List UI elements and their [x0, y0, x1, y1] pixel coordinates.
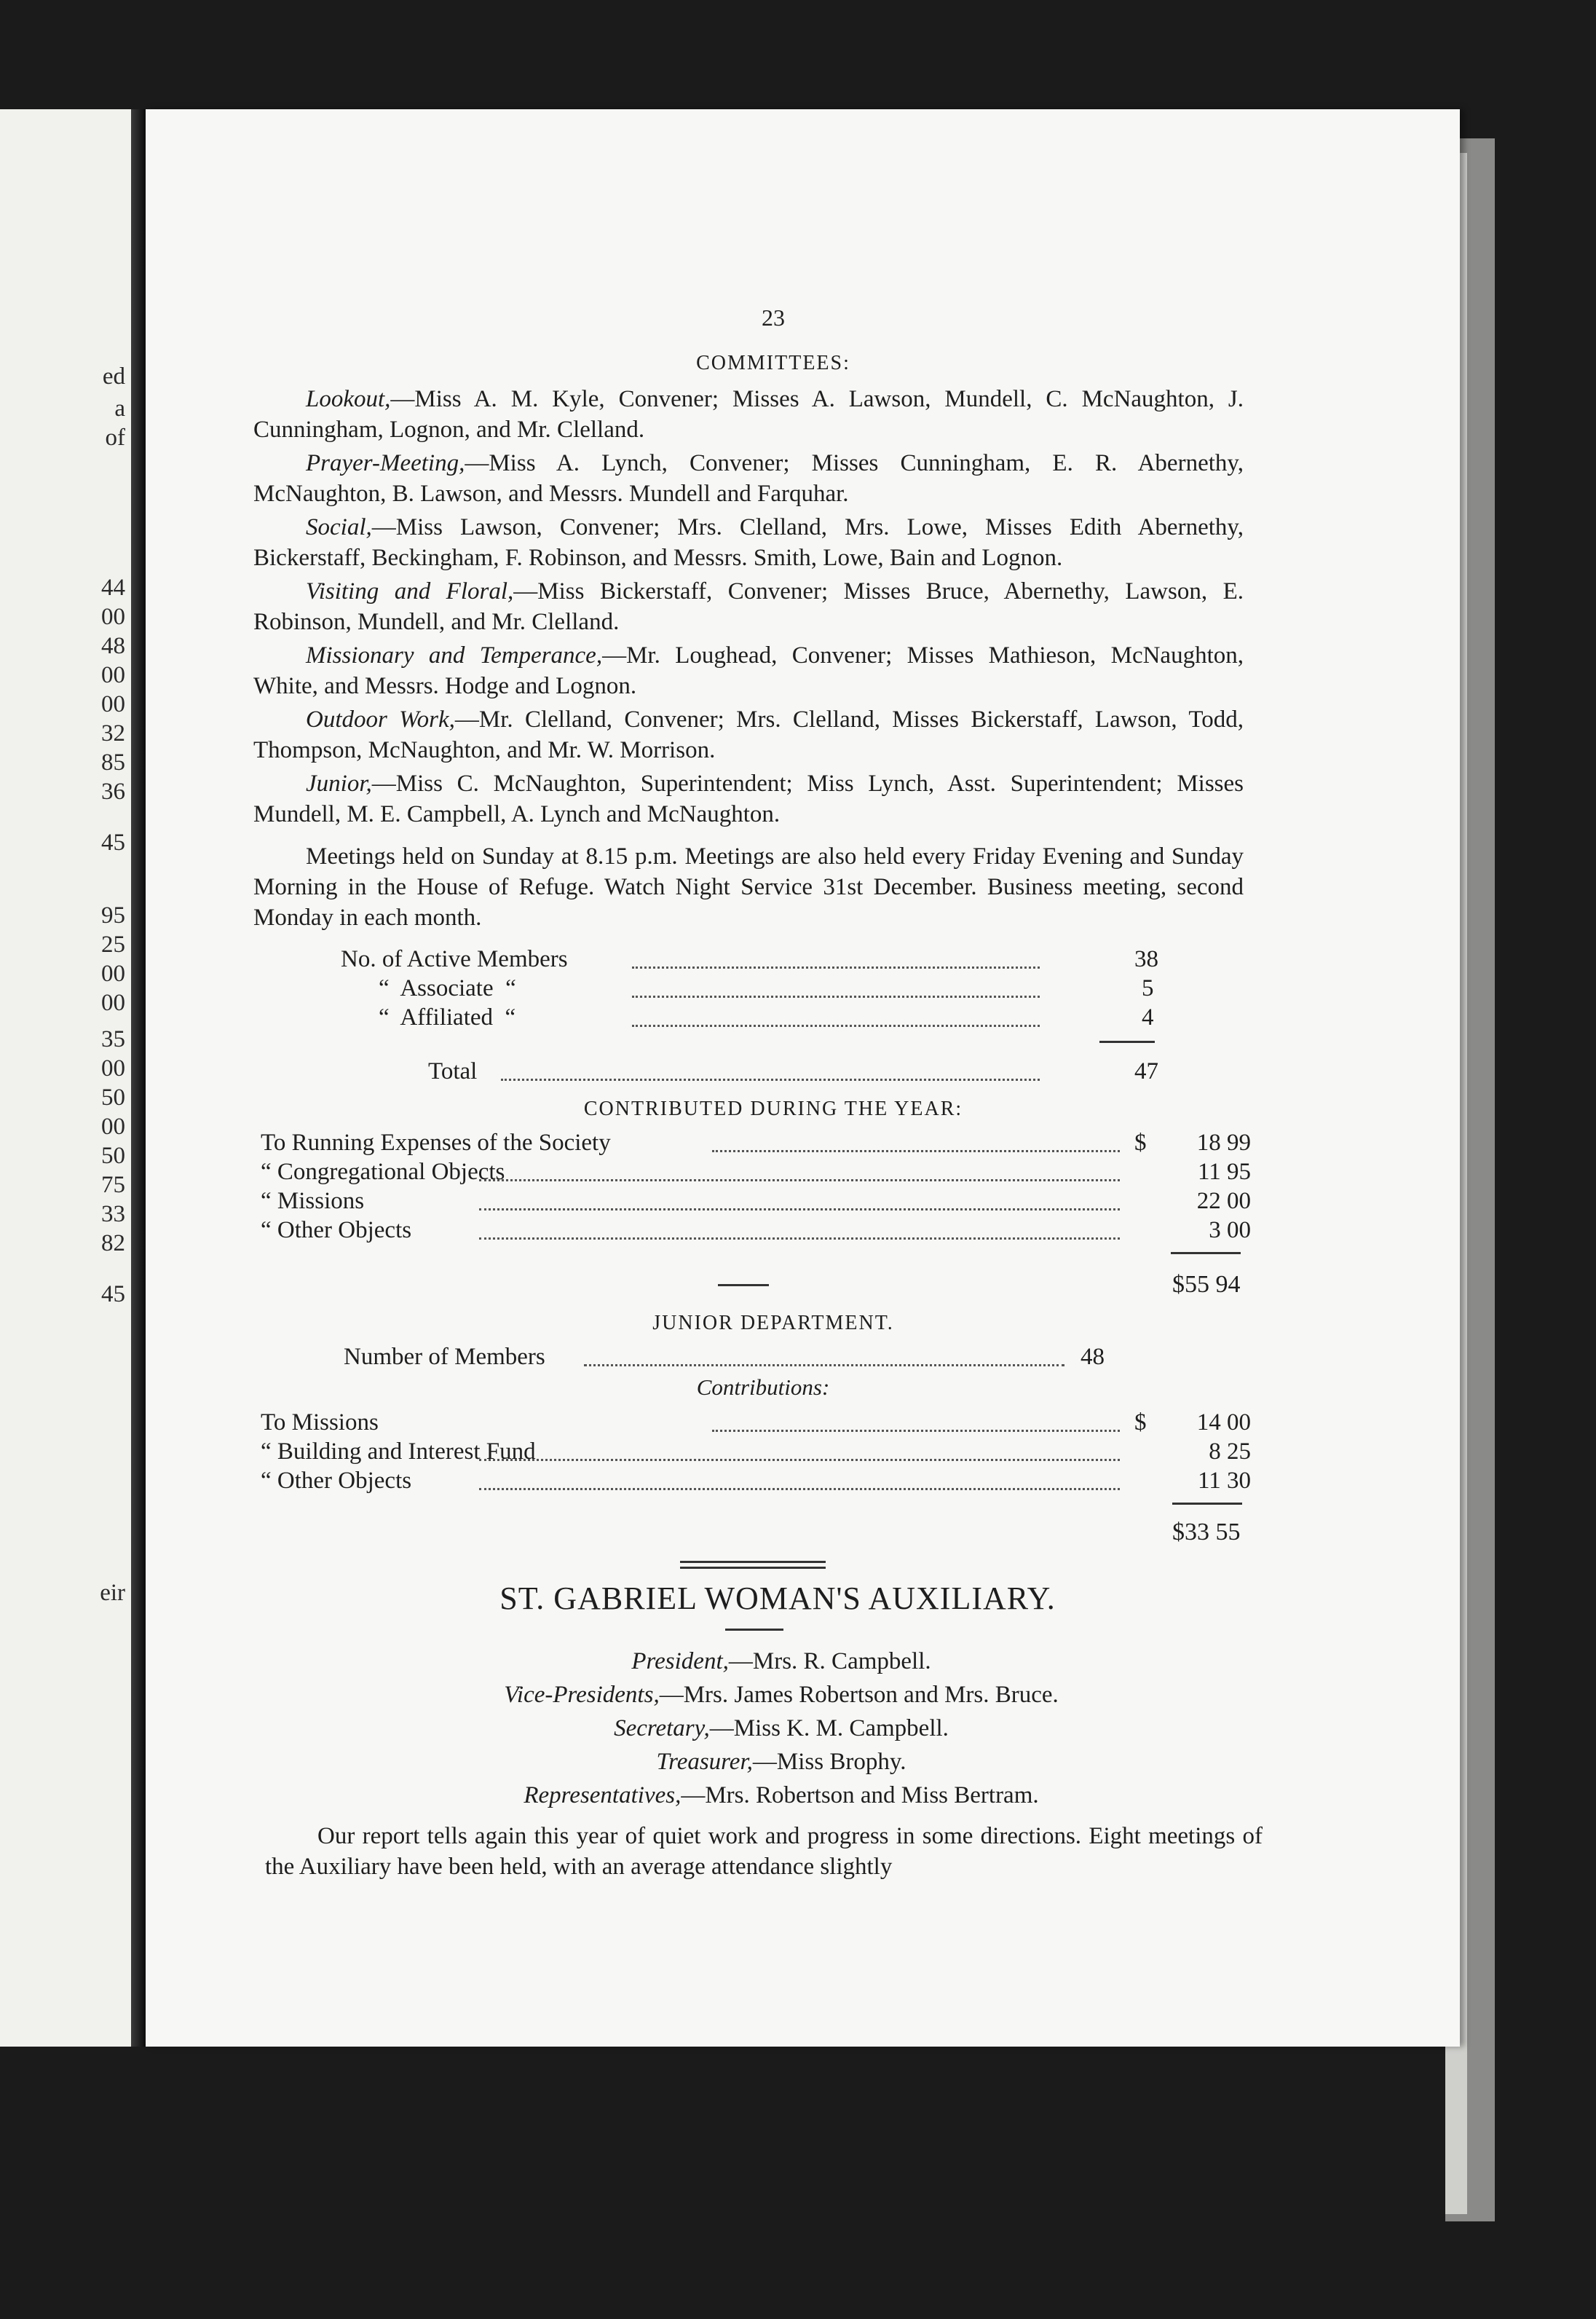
sum-rule [1099, 1041, 1155, 1043]
officer-role: Secretary, [614, 1715, 710, 1741]
money-label: “ Congregational Objects [261, 1159, 505, 1185]
member-row [341, 946, 1244, 975]
money-amount: 8 25 [1209, 1438, 1251, 1465]
money-label: To Missions [261, 1409, 379, 1436]
book-spine [131, 109, 146, 2047]
fragment-number: 95 [101, 902, 125, 929]
money-label: “ Building and Interest Fund [261, 1438, 536, 1465]
officer-line [319, 1779, 1244, 1812]
fragment-word: ed [102, 363, 125, 390]
fragment-number: 33 [101, 1201, 125, 1227]
money-row [261, 1159, 1251, 1188]
money-label: “ Other Objects [261, 1217, 412, 1243]
officer-role: Treasurer, [656, 1749, 753, 1775]
contributed-total: $55 94 [1172, 1271, 1241, 1298]
member-row [341, 1004, 1244, 1033]
officer-role: Vice-Presidents, [504, 1682, 660, 1708]
fragment-number: 75 [101, 1172, 125, 1198]
fragment-word: of [105, 425, 125, 451]
leader-dots [479, 1179, 1120, 1181]
junior-members-row [344, 1344, 1244, 1373]
junior-members-value: 48 [1081, 1344, 1105, 1370]
money-label: To Running Expenses of the Society [261, 1130, 611, 1156]
leader-dots [712, 1430, 1120, 1432]
auxiliary-title: ST. GABRIEL WOMAN'S AUXILIARY. [499, 1580, 1056, 1616]
member-label: “ Associate “ [379, 975, 516, 1001]
money-label: “ Missions [261, 1188, 365, 1214]
short-rule [718, 1284, 769, 1286]
money-label: “ Other Objects [261, 1468, 412, 1494]
total-label: Total [428, 1058, 478, 1084]
member-total-row [428, 1058, 1244, 1087]
committee-paragraph [253, 512, 1244, 573]
fragment-number: 00 [101, 961, 125, 987]
officer-list [253, 1645, 1244, 1812]
money-amount: 11 30 [1197, 1468, 1251, 1494]
money-row [261, 1468, 1251, 1497]
junior-members-label: Number of Members [344, 1344, 545, 1370]
member-value: 4 [1142, 1004, 1154, 1031]
dollar-sign: $ [1134, 1409, 1147, 1436]
leader-dots [632, 1025, 1040, 1027]
officer-names: —Mrs. James Robertson and Mrs. Bruce. [659, 1682, 1059, 1708]
money-row [261, 1130, 1251, 1159]
officer-names: —Mrs. R. Campbell. [728, 1648, 931, 1674]
committee-paragraph [253, 448, 1244, 509]
committee-members: —Miss A. Lynch, Convener; Misses Cunningham, E. R. Abernethy, McNaughton, B. Lawson, and Messrs. Mundell and Farquhar. [253, 450, 1244, 507]
sum-rule [1172, 1503, 1242, 1505]
committee-members: —Miss Lawson, Convener; Mrs. Clelland, Mrs. Lowe, Misses Edith Abernethy, Bickerstaff, Beckingham, F. Robinson, and Messrs. Smith, Lowe, Bain and Lognon. [253, 514, 1244, 571]
meetings-paragraph: Meetings held on Sunday at 8.15 p.m. Meetings are also held every Friday Evening and Sunday Morning in the House of Refuge. Watch Night Service 31st December. Business meeting, second Monday in each month. [253, 843, 1244, 931]
member-label: “ Affiliated “ [379, 1004, 516, 1031]
committee-list [253, 384, 1244, 830]
officer-names: —Miss Brophy. [752, 1749, 906, 1775]
officer-names: —Miss K. M. Campbell. [709, 1715, 949, 1741]
fragment-number: 32 [101, 720, 125, 747]
junior-heading: JUNIOR DEPARTMENT. [652, 1312, 894, 1334]
fragment-number: 35 [101, 1026, 125, 1052]
double-rule [253, 1548, 1244, 1580]
fragment-number: 00 [101, 1114, 125, 1140]
contributions-heading: Contributions: [696, 1374, 830, 1400]
fragment-number: 00 [101, 990, 125, 1016]
member-label: No. of Active Members [341, 946, 568, 972]
officer-role: Representatives, [524, 1782, 682, 1808]
total-value: 47 [1134, 1058, 1158, 1084]
book-page [146, 109, 1460, 2047]
member-value: 38 [1134, 946, 1158, 972]
fragment-number: 00 [101, 604, 125, 630]
report-paragraph: Our report tells again this year of quiet work and progress in some directions. Eight meetings of the Auxiliary have been held, with an average attendance slightly [265, 1823, 1263, 1880]
officer-role: President, [631, 1648, 729, 1674]
short-rule [725, 1629, 783, 1631]
leader-dots [479, 1237, 1120, 1240]
officer-names: —Mrs. Robertson and Miss Bertram. [681, 1782, 1039, 1808]
leader-dots [632, 996, 1040, 998]
officer-line [319, 1712, 1244, 1745]
facing-page-fragment [0, 109, 131, 2047]
money-row [261, 1217, 1251, 1246]
fragment-number: 36 [101, 779, 125, 805]
committee-label: Social, [306, 514, 372, 540]
fragment-number: 25 [101, 932, 125, 958]
officer-line [319, 1745, 1244, 1779]
leader-dots [584, 1364, 1064, 1366]
committee-members: —Mr. Loughead, Convener; Misses Mathieson, McNaughton, White, and Messrs. Hodge and Lognon. [253, 642, 1244, 699]
money-row [261, 1409, 1251, 1438]
member-row [341, 975, 1244, 1004]
junior-total: $33 55 [1172, 1519, 1241, 1546]
fragment-number: 00 [101, 662, 125, 688]
committee-paragraph [253, 576, 1244, 637]
officer-line [319, 1645, 1244, 1678]
committees-heading: COMMITTEES: [696, 352, 850, 374]
leader-dots [479, 1488, 1120, 1490]
fragment-number: 44 [101, 575, 125, 601]
page-number: 23 [762, 304, 785, 331]
sum-rule [1171, 1252, 1241, 1254]
money-amount: 3 00 [1209, 1217, 1251, 1243]
leader-dots [501, 1079, 1040, 1081]
money-row [261, 1188, 1251, 1217]
committee-members: —Miss A. M. Kyle, Convener; Misses A. Lawson, Mundell, C. McNaughton, J. Cunningham, Lognon, and Mr. Clelland. [253, 386, 1244, 443]
member-value: 5 [1142, 975, 1154, 1001]
committee-paragraph [253, 640, 1244, 701]
fragment-word: a [114, 395, 125, 422]
committee-paragraph [253, 768, 1244, 830]
money-amount: 18 99 [1196, 1130, 1251, 1156]
fragment-number: 45 [101, 830, 125, 856]
fragment-number: 50 [101, 1084, 125, 1111]
money-amount: 14 00 [1196, 1409, 1251, 1436]
fragment-number: 50 [101, 1143, 125, 1169]
committee-label: Junior, [306, 771, 372, 797]
committee-label: Lookout, [306, 386, 391, 412]
committee-label: Visiting and Floral, [306, 578, 514, 605]
contributed-heading: CONTRIBUTED DURING THE YEAR: [583, 1098, 963, 1120]
fragment-number: 82 [101, 1230, 125, 1256]
committee-paragraph [253, 704, 1244, 765]
page-content [253, 304, 1263, 1885]
committee-label: Outdoor Work, [306, 706, 455, 733]
committee-members: —Miss C. McNaughton, Superintendent; Miss Lynch, Asst. Superintendent; Misses Mundell, M. E. Campbell, A. Lynch and McNaughton. [253, 771, 1244, 827]
fragment-number: 00 [101, 1055, 125, 1082]
money-amount: 22 00 [1196, 1188, 1251, 1214]
committee-label: Missionary and Temperance, [306, 642, 603, 669]
committee-paragraph [253, 384, 1244, 445]
fragment-number: 85 [101, 749, 125, 776]
officer-line [319, 1678, 1244, 1712]
fragment-word: eir [100, 1580, 125, 1606]
money-row [261, 1438, 1251, 1468]
committee-label: Prayer-Meeting, [306, 450, 465, 476]
fragment-number: 45 [101, 1281, 125, 1307]
leader-dots [479, 1208, 1120, 1210]
money-amount: 11 95 [1197, 1159, 1251, 1185]
dollar-sign: $ [1134, 1130, 1147, 1156]
leader-dots [712, 1150, 1120, 1152]
leader-dots [479, 1459, 1120, 1461]
committee-members: —Miss Bickerstaff, Convener; Misses Bruce, Abernethy, Lawson, E. Robinson, Mundell, and Mr. Clelland. [253, 578, 1244, 635]
fragment-number: 48 [101, 633, 125, 659]
leader-dots [632, 966, 1040, 969]
committee-members: —Mr. Clelland, Convener; Mrs. Clelland, Misses Bickerstaff, Lawson, Todd, Thompson, McNaughton, and Mr. W. Morrison. [253, 706, 1244, 763]
fragment-number: 00 [101, 691, 125, 717]
